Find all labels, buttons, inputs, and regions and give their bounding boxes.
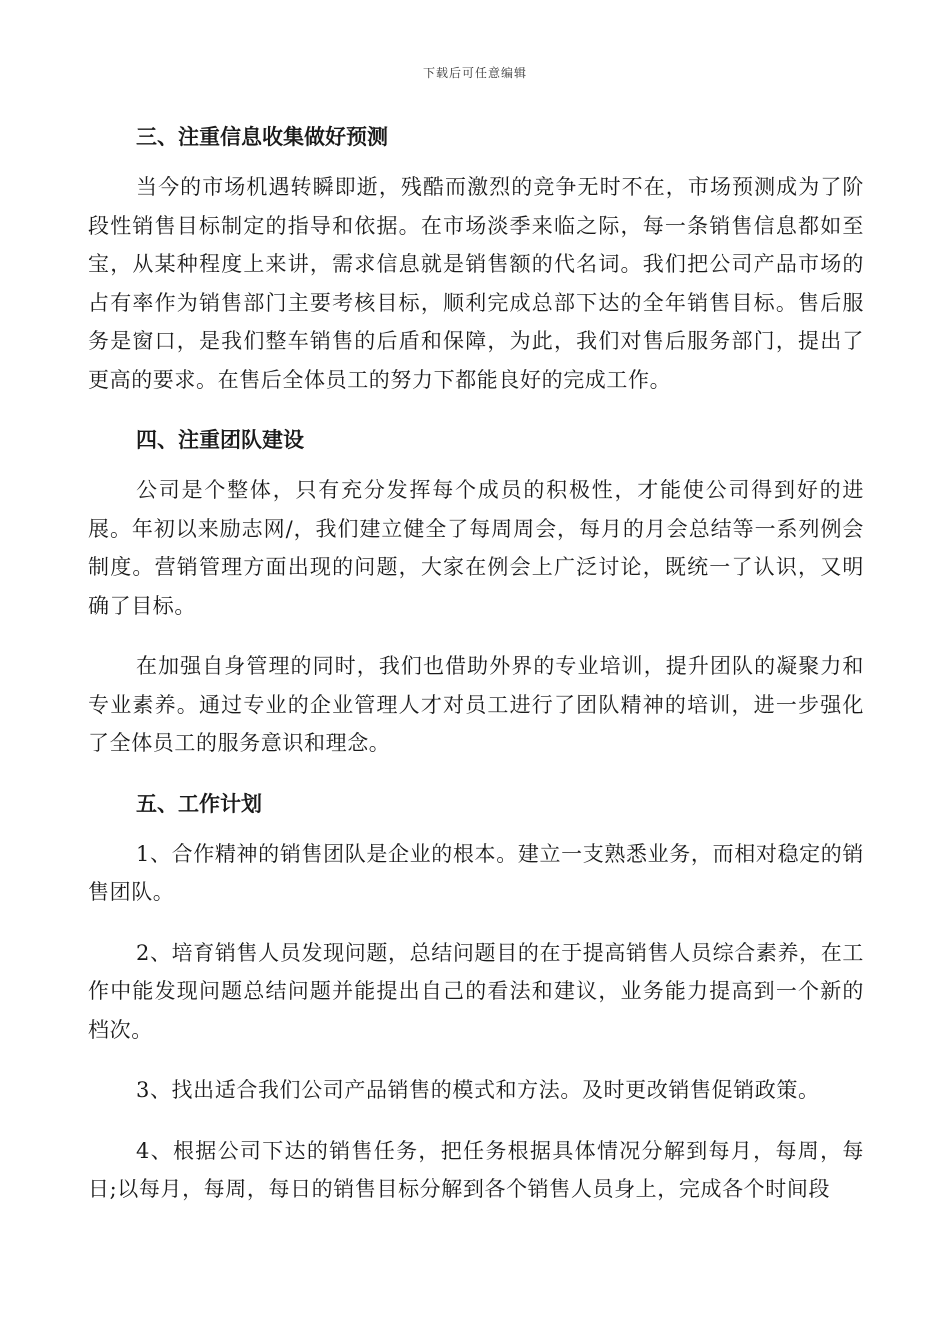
plan-item-3: 3、找出适合我们公司产品销售的模式和方法。及时更改销售促销政策。 [136,1078,820,1102]
section-4-paragraph-1: 公司是个整体，只有充分发挥每个成员的积极性，才能使公司得到好的进展。年初以来励志网/，我们建立健全了每周周会，每月的月会总结等一系列例会制度。营销管理方面出现的问题，大家在例会上广泛讨论，既统一了认识，又明确了目标。 [88,478,864,618]
section-3-heading: 三、注重信息收集做好预测 [136,124,388,149]
document-body [88,118,864,1209]
plan-item-2: 2、培育销售人员发现问题，总结问题目的在于提高销售人员综合素养，在工作中能发现问题总结问题并能提出自己的看法和建议，业务能力提高到一个新的档次。 [88,940,864,1042]
header-note: 下载后可任意编辑 [422,66,527,80]
section-4-heading: 四、注重团队建设 [136,427,304,452]
section-3-paragraph: 当今的市场机遇转瞬即逝，残酷而激烈的竞争无时不在，市场预测成为了阶段性销售目标制定的指导和依据。在市场淡季来临之际，每一条销售信息都如至宝，从某种程度上来讲，需求信息就是销售额的代名词。我们把公司产品市场的占有率作为销售部门主要考核目标，顺利完成总部下达的全年销售目标。售后服务是窗口，是我们整车销售的后盾和保障，为此，我们对售后服务部门，提出了更高的要求。在售后全体员工的努力下都能良好的完成工作。 [88,175,864,392]
plan-item-1: 1、合作精神的销售团队是企业的根本。建立一支熟悉业务，而相对稳定的销售团队。 [88,841,864,904]
section-5-heading: 五、工作计划 [136,790,262,816]
plan-item-4: 4、根据公司下达的销售任务，把任务根据具体情况分解到每月，每周，每日;以每月，每周，每日的销售目标分解到各个销售人员身上，完成各个时间段 [88,1138,864,1201]
section-4-paragraph-2: 在加强自身管理的同时，我们也借助外界的专业培训，提升团队的凝聚力和专业素养。通过专业的企业管理人才对员工进行了团队精神的培训，进一步强化了全体员工的服务意识和理念。 [88,654,864,755]
